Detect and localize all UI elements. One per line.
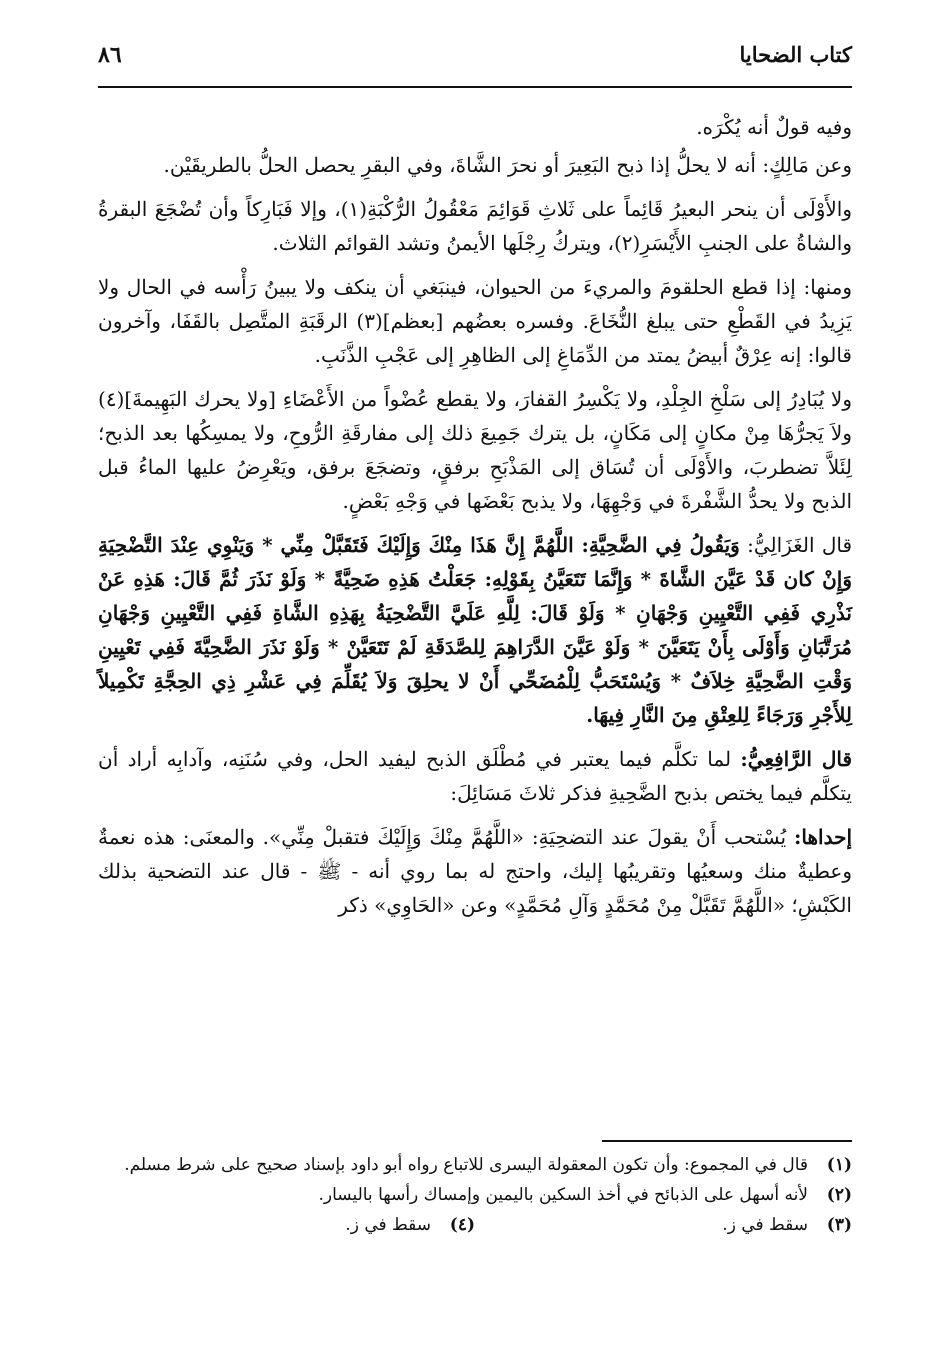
- paragraph-2: وعن مَالِكٍ: أنه لا يحلُّ إذا ذبح البَعِيرَ أو نحرَ الشَّاةَ، وفي البقرِ يحصل الحلُّ بالطريقَيْن.: [163, 153, 852, 177]
- sharh-text: لما تكلَّم فيما يعتبر في مُطْلَق الذبح ليفيد الحل، وفي سُنَنِه، وآدابِه أراد أن يتكلَّم فيما يختص بذبح الضَّحِيةِ فذكر ثلاثَ مَسَائِلَ:: [98, 747, 852, 805]
- footnote-3: [475, 1210, 852, 1240]
- footnote-number: (١): [826, 1155, 852, 1175]
- matn-text: وَيَقُولُ فِي الضَّحِيَّةِ: اللَّهُمَّ إِنَّ هَذَا مِنْكَ وَإِلَيْكَ فَتَقَبَّلْ مِنِّي * وَيَنْوِي عِنْدَ التَّضْحِيَةِ وَإِنْ كان قَدْ عَيَّنَ الشَّاةَ * وَإِنَّمَا تَتَعَيَّنُ بِقَوْلِهِ: جَعَلْتُ هَذِهِ ضَحِيَّةً * وَلَوْ نَذَرَ ثُمَّ قَالَ: هَذِهِ عَنْ نَذْرِي فَفِي التَّعْيِينِ وَجْهَانِ * وَلَوْ قَالَ: لِلَّهِ عَلَيَّ التَّضْحِيَةُ بِهَذِهِ الشَّاةِ فَفِي التَّعْيِينِ وَجْهَانِ مُرَتَّبَانِ وَأَوْلَى بِأَنْ يَتَعَيَّنَ * وَلَوْ عَيَّنَ الدَّرَاهِمَ لِلصَّدَقَةِ لَمْ تَتَعَيَّنْ * وَلَوْ نَذَرَ الضَّحِيَّةَ فَفِي تَعْيِينِ وَقْتِ الضَّحِيَّةِ خِلاَفٌ * وَيُسْتَحَبُّ لِلْمُضَحِّي أَنْ لا يحلِقَ وَلاَ يُقَلِّمَ فِي عَشْرِ ذِي الحِجَّةِ تَكْمِيلاً لِلأَجْرِ وَرَجَاءً لِلعِتْقِ مِنَ النَّارِ فِيهَا.: [98, 533, 853, 727]
- page-header: [98, 38, 852, 88]
- footnote-text: سقط في ز.: [722, 1215, 808, 1235]
- paragraph-3: والأَوْلَى أن ينحر البعيرُ قَائِماً على ثَلاثِ قَوَائِمَ مَعْقُولُ الرُّكْبَةِ(١)، وإلا فَبَارِكاً وأن تُضْجَعَ البقرةُ والشاةُ على الجنبِ الأَيْسَرِ(٢)، ويتركُ رِجْلَها الأيمنُ وتشد القوائم الثلاث.: [98, 197, 852, 255]
- speaker-rafii: قال الرَّافِعِيُّ:: [740, 747, 853, 771]
- footnote-number: (٣): [826, 1215, 852, 1235]
- footnote-number: (٢): [826, 1185, 852, 1205]
- speaker-ghazali: قال الغَزَالِيُّ:: [747, 533, 852, 557]
- footnote-4: [98, 1210, 475, 1240]
- issue-one-label: إحداها:: [794, 825, 852, 849]
- paragraph-6: [98, 528, 852, 732]
- page-number: ٨٦: [98, 42, 122, 68]
- footnote-text: سقط في ز.: [345, 1215, 431, 1235]
- paragraph-5: ولا يُبَادِرُ إلى سَلْخِ الجِلْدِ، ولا يَكْسِرُ القفارَ، ولا يقطع عُضْواً من الأَعْضَاءِ [ولا يحرك البَهِيمةَ](٤) ولاَ يَجرُّهَا مِنْ مكانٍ إلى مَكَانٍ، بل يترك جَمِيعَ ذلك إلى مفارقَةِ الرُّوحِ، ولا يمسِكُها بعد الذبح؛ لِئَلاَّ تضطربَ، والأَوْلَى أن تُسَاق إلى المَذْبَحِ برفقٍ، وتضجَعَ برفق، ويَعْرِضُ عليها الماءُ قبل الذبح ولا يحدُّ الشَّفْرةَ في وَجْهِهَا، ولا يذبح بَعْضَها في وَجْهِ بَعْضٍ.: [98, 387, 852, 513]
- footnote-2: [98, 1180, 852, 1210]
- paragraph-4: ومنها: إذا قطع الحلقومَ والمريءَ من الحيوان، فينبَغي أن ينكف ولا يبينُ رَأْسه في الحال ولا يَزِيدُ في القَطْعِ حتى يبلغ النُّخَاعَ. وفسره بعضُهم [بعظم](٣) الرقَبَةِ المتَّصِل بالقَفَا، وآخرون قالوا: إنه عِرْقٌ أبيضُ يمتد من الدِّمَاغِ إلى الظاهِرِ إلى عَجْبِ الذَّنَبِ.: [98, 275, 853, 367]
- footnote-row: [98, 1210, 852, 1240]
- footnote-text: قال في المجموع: وأن تكون المعقولة اليسرى للاتباع رواه أبو داود بإسناد صحيح على شرط مسلم.: [124, 1155, 808, 1175]
- paragraph-7: [98, 742, 852, 810]
- page-body: [98, 110, 852, 932]
- footnotes: [98, 1150, 852, 1240]
- issue-one-text: يُسْتحب أَنْ يقولَ عند التضحِيَةِ: «اللَّهُمَّ مِنْكَ وَإِلَيْكَ فتقبلْ مِنِّي». والمعنَى: هذه نعمةٌ وعطيةٌ منك وسعيُها وتقريبُها إليك، واحتج له بما روي أنه - ﷺ - قال عند التضحية بذلك الكَبْشِ؛ «اللَّهُمَّ تَقَبَّلْ مِنْ مُحَمَّدٍ وَآلِ مُحَمَّدٍ» وعن «الحَاوِي» ذكر: [98, 825, 852, 917]
- footnote-text: لأنه أسهل على الذبائح في أخذ السكين باليمين وإمساك رأسها باليسار.: [318, 1185, 808, 1205]
- paragraph-1: وفيه قولٌ أنه يُكْرَه.: [696, 115, 852, 139]
- book-title: كتاب الضحايا: [739, 42, 852, 67]
- paragraph-8: [98, 820, 852, 922]
- footnote-number: (٤): [449, 1215, 475, 1235]
- footnote-separator: [602, 1140, 852, 1142]
- footnote-1: [98, 1150, 852, 1180]
